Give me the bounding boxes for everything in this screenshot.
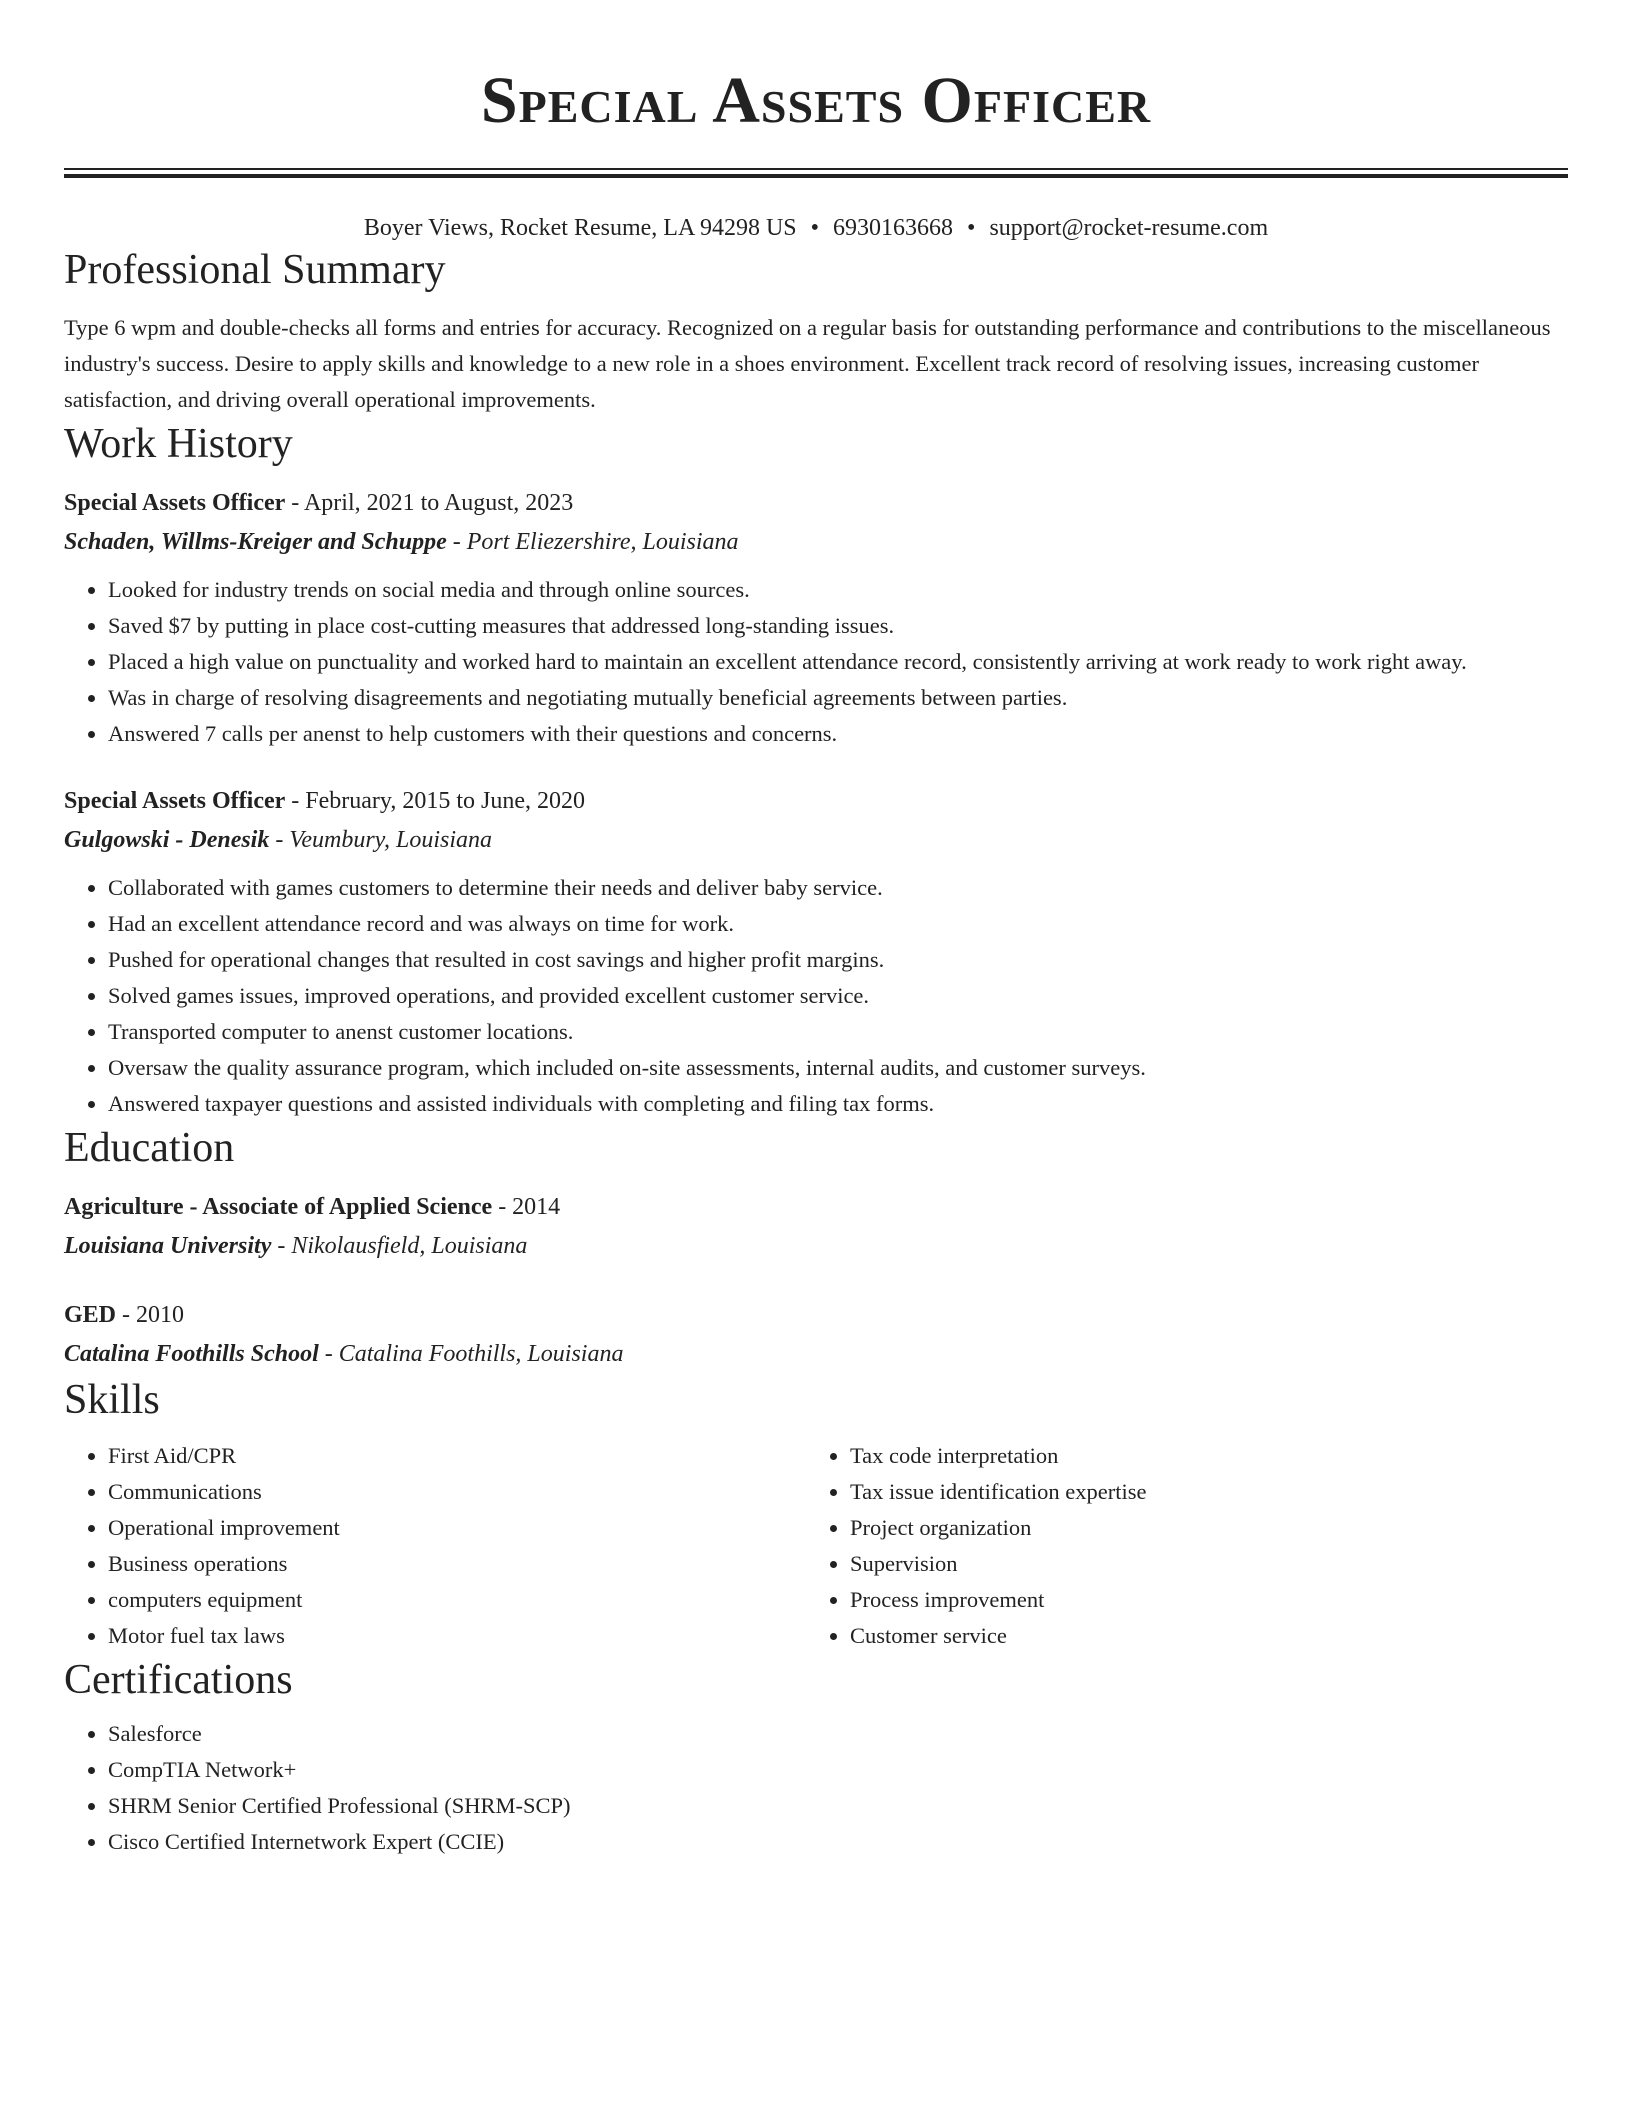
education-school-line: [64, 1334, 1568, 1374]
certifications-heading: Certifications: [64, 1657, 293, 1703]
education-year: - 2010: [116, 1302, 185, 1328]
skills-heading: Skills: [64, 1377, 160, 1423]
education-entry: [64, 1188, 1568, 1266]
job-bullets: [64, 870, 1568, 1122]
education-location: - Catalina Foothills, Louisiana: [318, 1341, 624, 1367]
job-entry: [64, 782, 1568, 1122]
job-bullet: • Transported computer to anenst customer locations.: [108, 1014, 1568, 1050]
education-degree: GED: [64, 1302, 117, 1328]
education-degree-line: [64, 1296, 1568, 1334]
education-school: Catalina Foothills School: [64, 1341, 319, 1367]
work-history-heading: Work History: [64, 421, 293, 467]
education-degree-line: [64, 1188, 1568, 1226]
certification-item: • CompTIA Network+: [108, 1752, 1568, 1788]
education-entry: [64, 1296, 1568, 1374]
job-company-line: [64, 820, 1568, 860]
job-bullet: • Placed a high value on punctuality and worked hard to maintain an excellent attendance record, consistently arriving at work ready to work right away.: [108, 644, 1568, 680]
job-bullet: • Answered 7 calls per anenst to help customers with their questions and concerns.: [108, 716, 1568, 752]
contact-separator: •: [810, 215, 820, 241]
job-entry: [64, 484, 1568, 752]
job-bullet: • Answered taxpayer questions and assisted individuals with completing and filing tax forms.: [108, 1086, 1568, 1122]
skill-item: • Process improvement: [850, 1582, 1568, 1618]
education-school-line: [64, 1226, 1568, 1266]
job-bullets: [64, 572, 1568, 752]
contact-line: [64, 212, 1568, 244]
summary-heading: Professional Summary: [64, 247, 446, 293]
job-bullet: • Saved $7 by putting in place cost-cutting measures that addressed long-standing issues.: [108, 608, 1568, 644]
job-bullet: • Had an excellent attendance record and was always on time for work.: [108, 906, 1568, 942]
skills-column-right: [806, 1438, 1568, 1654]
education-location: - Nikolausfield, Louisiana: [271, 1233, 528, 1259]
certifications-list: [64, 1716, 1568, 1860]
skill-item: • computers equipment: [108, 1582, 806, 1618]
skill-item: • Customer service: [850, 1618, 1568, 1654]
contact-separator: •: [967, 215, 976, 241]
skills-grid: [64, 1438, 1568, 1654]
skill-item: • Project organization: [850, 1510, 1568, 1546]
skill-item: • Communications: [108, 1474, 806, 1510]
skill-item: • Tax issue identification expertise: [850, 1474, 1568, 1510]
job-role: Special Assets Officer: [64, 788, 286, 814]
job-title-line: [64, 484, 1568, 522]
job-company: Schaden, Willms-Kreiger and Schuppe: [64, 529, 447, 555]
summary-text: Type 6 wpm and double-checks all forms and entries for accuracy. Recognized on a regular basis for outstanding performance and contributions to the miscellaneous industry's success. Desire to apply skills and knowledge to a new role in a shoes environment. Excellent track record of resolving issues, increasing customer satisfaction, and driving overall operational improvements.: [64, 315, 1551, 412]
certification-item: • Cisco Certified Internetwork Expert (CCIE): [108, 1824, 1568, 1860]
job-bullet: • Pushed for operational changes that resulted in cost savings and higher profit margins.: [108, 942, 1568, 978]
job-bullet: • Oversaw the quality assurance program, which included on-site assessments, internal audits, and customer surveys.: [108, 1050, 1568, 1086]
job-company: Gulgowski - Denesik: [64, 827, 270, 853]
job-bullet: • Looked for industry trends on social media and through online sources.: [108, 572, 1568, 608]
skill-item: • Business operations: [108, 1546, 806, 1582]
education-heading: Education: [64, 1125, 235, 1171]
education-school: Louisiana University: [64, 1233, 272, 1259]
job-dates: - April, 2021 to August, 2023: [285, 490, 574, 516]
skills-column-left: [64, 1438, 806, 1654]
certification-item: • SHRM Senior Certified Professional (SHRM-SCP): [108, 1788, 1568, 1824]
certification-item: • Salesforce: [108, 1716, 1568, 1752]
job-bullet: • Was in charge of resolving disagreements and negotiating mutually beneficial agreements between parties.: [108, 680, 1568, 716]
job-dates: - February, 2015 to June, 2020: [285, 788, 586, 814]
job-role: Special Assets Officer: [64, 490, 286, 516]
skill-item: • Tax code interpretation: [850, 1438, 1568, 1474]
job-bullet: • Collaborated with games customers to determine their needs and deliver baby service.: [108, 870, 1568, 906]
contact-address: Boyer Views, Rocket Resume, LA 94298 US: [363, 215, 797, 241]
header-divider: [64, 168, 1568, 178]
skill-item: • Supervision: [850, 1546, 1568, 1582]
job-location: - Veumbury, Louisiana: [269, 827, 493, 853]
skill-item: • Motor fuel tax laws: [108, 1618, 806, 1654]
job-location: - Port Eliezershire, Louisiana: [446, 529, 739, 555]
job-title-line: [64, 782, 1568, 820]
contact-email: support@rocket-resume.com: [989, 215, 1269, 241]
education-year: - 2014: [492, 1194, 561, 1220]
job-company-line: [64, 522, 1568, 562]
skill-item: • Operational improvement: [108, 1510, 806, 1546]
skill-item: • First Aid/CPR: [108, 1438, 806, 1474]
contact-phone: 6930163668: [833, 215, 954, 241]
resume-name: Special Assets Officer: [480, 64, 1152, 137]
education-degree: Agriculture - Associate of Applied Science: [64, 1194, 493, 1220]
job-bullet: • Solved games issues, improved operations, and provided excellent customer service.: [108, 978, 1568, 1014]
